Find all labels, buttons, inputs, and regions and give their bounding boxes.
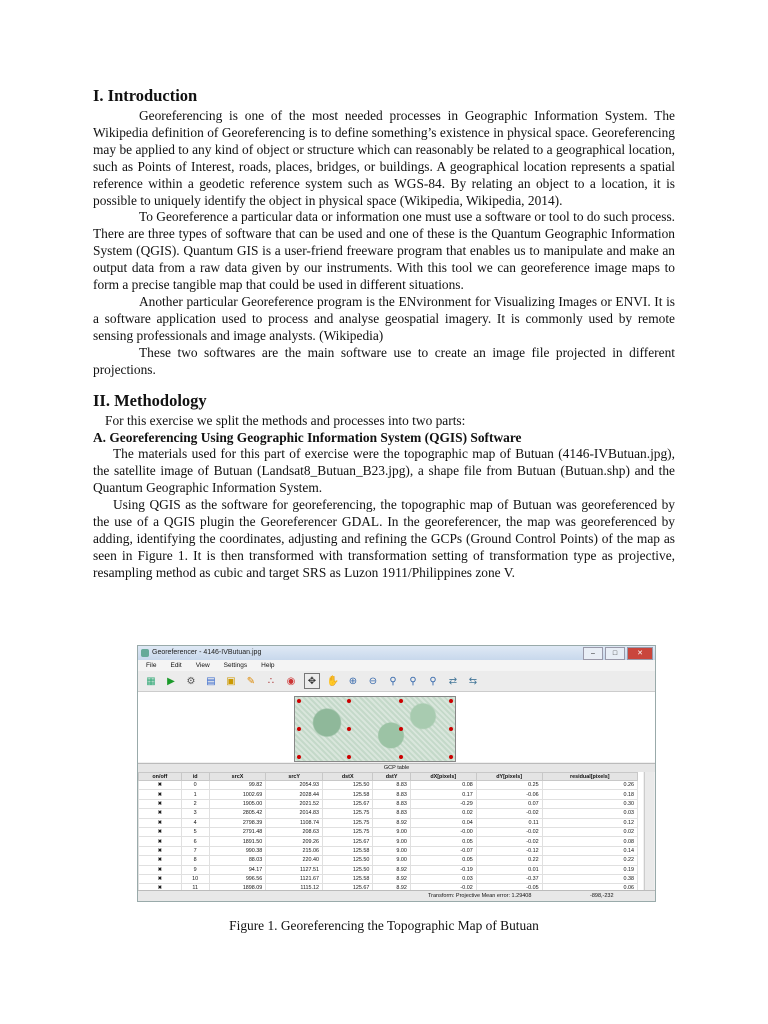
table-cell: 0.18 bbox=[542, 790, 637, 799]
settings-icon[interactable]: ✎ bbox=[246, 675, 256, 687]
table-cell: -0.00 bbox=[410, 827, 476, 836]
table-cell: 0.22 bbox=[476, 856, 542, 865]
table-cell: 996.56 bbox=[209, 874, 266, 883]
delete-point-icon[interactable]: ◉ bbox=[286, 675, 296, 687]
table-cell: -0.12 bbox=[476, 846, 542, 855]
enable-toggle-icon[interactable]: ✖ bbox=[139, 818, 182, 827]
table-row[interactable] bbox=[139, 865, 638, 874]
gcp-marker[interactable] bbox=[297, 727, 301, 731]
col-srcx[interactable]: srcX bbox=[209, 773, 266, 781]
table-cell: 2014.83 bbox=[266, 809, 323, 818]
table-cell: 0.03 bbox=[410, 874, 476, 883]
table-cell: 0.17 bbox=[410, 790, 476, 799]
table-cell: 8.83 bbox=[373, 790, 410, 799]
table-cell: 0.22 bbox=[542, 856, 637, 865]
menu-edit[interactable]: Edit bbox=[170, 662, 182, 669]
table-cell: 0.02 bbox=[410, 809, 476, 818]
gcp-marker[interactable] bbox=[399, 755, 403, 759]
page-body bbox=[93, 86, 675, 582]
table-cell: 99.82 bbox=[209, 781, 266, 790]
figure-screenshot bbox=[137, 645, 656, 902]
gcp-marker[interactable] bbox=[449, 755, 453, 759]
enable-toggle-icon[interactable]: ✖ bbox=[139, 809, 182, 818]
menubar bbox=[138, 660, 655, 671]
table-cell: 0 bbox=[181, 781, 209, 790]
gcp-marker[interactable] bbox=[297, 755, 301, 759]
intro-paragraph-1: Georeferencing is one of the most needed processes in Geographic Information System. The Wikipedia definition of Georeferencing is to define something’s existence in physical space. Georeferencing may be applied to any kind of object or structure which can reasonably be related to a geographical location, such as Points of Interest, roads, places, bridges, or buildings. A geographical location represents a spatial reference within a geodetic reference system such as WGS-84. By relating an object to a location, it is possible to uniquely identify the object in physical space (Wikipedia, Wikipedia, 2014). bbox=[93, 108, 675, 208]
table-cell: 88.03 bbox=[209, 856, 266, 865]
minimize-button[interactable]: – bbox=[583, 647, 603, 660]
status-bar bbox=[138, 890, 655, 901]
col-dy[interactable]: dY[pixels] bbox=[476, 773, 542, 781]
table-cell: 125.67 bbox=[323, 837, 373, 846]
table-cell: 8.83 bbox=[373, 781, 410, 790]
table-cell: 125.58 bbox=[323, 874, 373, 883]
status-transform: Transform: Projective Mean error: 1.29408 bbox=[428, 893, 532, 899]
table-cell: 9 bbox=[181, 865, 209, 874]
table-row[interactable] bbox=[139, 827, 638, 836]
table-cell: -0.02 bbox=[476, 827, 542, 836]
toolbar bbox=[138, 671, 655, 692]
table-cell: 125.75 bbox=[323, 809, 373, 818]
intro-heading: I. Introduction bbox=[93, 86, 198, 105]
table-cell: 3 bbox=[181, 809, 209, 818]
table-cell: 0.38 bbox=[542, 874, 637, 883]
table-cell: 0.02 bbox=[542, 827, 637, 836]
load-gcp-icon[interactable]: ▤ bbox=[206, 675, 216, 687]
menu-file[interactable]: File bbox=[146, 662, 157, 669]
table-row[interactable] bbox=[139, 846, 638, 855]
enable-toggle-icon[interactable]: ✖ bbox=[139, 827, 182, 836]
enable-toggle-icon[interactable]: ✖ bbox=[139, 781, 182, 790]
zoom-out-icon[interactable]: ⊖ bbox=[368, 675, 378, 687]
table-cell: 0.30 bbox=[542, 799, 637, 808]
enable-toggle-icon[interactable]: ✖ bbox=[139, 790, 182, 799]
table-cell: 9.00 bbox=[373, 846, 410, 855]
methodology-subheading: A. Georeferencing Using Geographic Information System (QGIS) Software bbox=[93, 430, 522, 446]
table-cell: 9.00 bbox=[373, 837, 410, 846]
table-cell: -0.02 bbox=[476, 809, 542, 818]
gcp-marker[interactable] bbox=[399, 727, 403, 731]
start-georeferencing-icon[interactable]: ▶ bbox=[167, 675, 175, 687]
maximize-button[interactable]: □ bbox=[605, 647, 625, 660]
methodology-paragraph-3: Using QGIS as the software for georeferencing, the topographic map of Butuan was georeferenced by the use of a QGIS plugin the Georeferencer GDAL. In the georeferencer, the map was georeferenced by adding, identifying the coordinates, adjusting and refining the GCPs (Ground Control Points) of the map as seen in Figure 1. It is then transformed with transformation setting of transformation type as projective, resampling method as cubic and target SRS as Luzon 1911/Philippines zone V. bbox=[93, 497, 675, 580]
gcp-marker[interactable] bbox=[399, 699, 403, 703]
table-cell: 0.05 bbox=[410, 837, 476, 846]
move-gcp-icon[interactable]: ✥ bbox=[304, 673, 320, 689]
table-cell: 125.58 bbox=[323, 846, 373, 855]
table-row[interactable] bbox=[139, 837, 638, 846]
table-cell: 990.38 bbox=[209, 846, 266, 855]
app-icon bbox=[141, 649, 149, 657]
table-cell: 125.50 bbox=[323, 865, 373, 874]
table-cell: 125.75 bbox=[323, 827, 373, 836]
table-cell: 2028.44 bbox=[266, 790, 323, 799]
table-cell: -0.07 bbox=[410, 846, 476, 855]
methodology-heading: II. Methodology bbox=[93, 390, 207, 410]
link-geo-icon[interactable]: ⇄ bbox=[448, 675, 458, 687]
table-cell: 8.92 bbox=[373, 865, 410, 874]
table-cell: 94.17 bbox=[209, 865, 266, 874]
open-raster-icon[interactable]: ▦ bbox=[146, 675, 156, 687]
table-cell: 1905.00 bbox=[209, 799, 266, 808]
generate-gdal-script-icon[interactable]: ⚙ bbox=[186, 675, 196, 687]
table-cell: 125.50 bbox=[323, 856, 373, 865]
methodology-paragraph-2: The materials used for this part of exercise were the topographic map of Butuan (4146-IVButuan.jpg), the satellite image of Butuan (Landsat8_Butuan_B23.jpg), a shape file from Butuan (Butuan.shp) and the Quantum Geographic Information System. bbox=[93, 446, 675, 496]
table-cell: 0.01 bbox=[476, 865, 542, 874]
col-on-off[interactable]: on/off bbox=[139, 773, 182, 781]
pan-icon[interactable]: ✋ bbox=[326, 675, 340, 687]
table-row[interactable] bbox=[139, 790, 638, 799]
table-cell: 10 bbox=[181, 874, 209, 883]
table-cell: 11 bbox=[181, 884, 209, 890]
figure-caption: Figure 1. Georeferencing the Topographic Map of Butuan bbox=[229, 918, 539, 933]
enable-toggle-icon[interactable]: ✖ bbox=[139, 837, 182, 846]
topographic-map-image bbox=[294, 696, 456, 762]
table-cell: 2021.52 bbox=[266, 799, 323, 808]
table-cell: 8 bbox=[181, 856, 209, 865]
intro-paragraph-2: To Georeference a particular data or information one must use a software or tool to do such process. There are three types of software that can be used and one of these is the Quantum Geographic Information System (QGIS). Quantum GIS is a user-friend freeware program that enables us to manipulate and make an output data from a raw data given by our instruments. With this tool we can georeference image maps to form a precise tangible map that could be used in different situations. bbox=[93, 209, 675, 293]
table-cell: 2054.93 bbox=[266, 781, 323, 790]
table-cell: 0.08 bbox=[410, 781, 476, 790]
table-cell: 0.19 bbox=[542, 865, 637, 874]
table-cell: 9.00 bbox=[373, 827, 410, 836]
methodology-paragraph-1: For this exercise we split the methods and processes into two parts: bbox=[105, 412, 466, 428]
table-cell: -0.19 bbox=[410, 865, 476, 874]
table-cell: 2791.48 bbox=[209, 827, 266, 836]
table-cell: 8.83 bbox=[373, 799, 410, 808]
table-cell: 1 bbox=[181, 790, 209, 799]
window-title: Georeferencer - 4146-IVButuan.jpg bbox=[152, 649, 262, 656]
table-cell: 209.26 bbox=[266, 837, 323, 846]
table-cell: 2 bbox=[181, 799, 209, 808]
map-canvas[interactable] bbox=[138, 692, 655, 762]
col-dsty[interactable]: dstY bbox=[373, 773, 410, 781]
table-cell: 125.58 bbox=[323, 790, 373, 799]
zoom-in-icon[interactable]: ⊕ bbox=[348, 675, 358, 687]
table-cell: 125.67 bbox=[323, 799, 373, 808]
table-cell: 1898.09 bbox=[209, 884, 266, 890]
table-cell: 0.06 bbox=[542, 884, 637, 890]
table-cell: 0.11 bbox=[476, 818, 542, 827]
table-cell: 8.92 bbox=[373, 874, 410, 883]
table-cell: 4 bbox=[181, 818, 209, 827]
table-cell: 5 bbox=[181, 827, 209, 836]
col-id[interactable]: id bbox=[181, 773, 209, 781]
table-cell: -0.05 bbox=[476, 884, 542, 890]
link-qgis-icon[interactable]: ⇆ bbox=[468, 675, 478, 687]
table-cell: 0.08 bbox=[542, 837, 637, 846]
table-cell: 1115.12 bbox=[266, 884, 323, 890]
table-cell: 2805.42 bbox=[209, 809, 266, 818]
intro-paragraph-4: These two softwares are the main software use to create an image file projected in different projections. bbox=[93, 344, 675, 377]
table-cell: 0.03 bbox=[542, 809, 637, 818]
table-cell: -0.37 bbox=[476, 874, 542, 883]
table-row[interactable] bbox=[139, 809, 638, 818]
col-dx[interactable]: dX[pixels] bbox=[410, 773, 476, 781]
table-cell: 1002.69 bbox=[209, 790, 266, 799]
table-cell: 125.75 bbox=[323, 818, 373, 827]
menu-view[interactable]: View bbox=[195, 662, 210, 669]
menu-settings[interactable]: Settings bbox=[223, 662, 248, 669]
table-row[interactable] bbox=[139, 818, 638, 827]
table-cell: -0.02 bbox=[476, 837, 542, 846]
table-cell: 1891.50 bbox=[209, 837, 266, 846]
table-cell: 8.92 bbox=[373, 818, 410, 827]
zoom-next-icon[interactable]: ⚲ bbox=[429, 675, 437, 687]
table-cell: 1121.67 bbox=[266, 874, 323, 883]
zoom-layer-icon[interactable]: ⚲ bbox=[389, 675, 397, 687]
status-coordinates: -898,-232 bbox=[590, 893, 614, 899]
gcp-marker[interactable] bbox=[297, 699, 301, 703]
table-cell: 220.40 bbox=[266, 856, 323, 865]
table-cell: 1127.51 bbox=[266, 865, 323, 874]
gcp-table bbox=[138, 772, 643, 890]
table-row[interactable] bbox=[139, 856, 638, 865]
table-row[interactable] bbox=[139, 874, 638, 883]
table-cell: 208.63 bbox=[266, 827, 323, 836]
table-cell: -0.02 bbox=[410, 884, 476, 890]
table-cell: 8.92 bbox=[373, 884, 410, 890]
table-cell: 0.12 bbox=[542, 818, 637, 827]
table-cell: 125.50 bbox=[323, 781, 373, 790]
table-cell: 9.00 bbox=[373, 856, 410, 865]
col-srcy[interactable]: srcY bbox=[266, 773, 323, 781]
table-cell: -0.06 bbox=[476, 790, 542, 799]
table-cell: 215.06 bbox=[266, 846, 323, 855]
table-cell: 0.04 bbox=[410, 818, 476, 827]
close-button[interactable]: ✕ bbox=[627, 647, 653, 660]
gcp-marker[interactable] bbox=[347, 699, 351, 703]
table-cell: -0.29 bbox=[410, 799, 476, 808]
enable-toggle-icon[interactable]: ✖ bbox=[139, 865, 182, 874]
add-point-icon[interactable]: ∴ bbox=[267, 675, 275, 687]
table-cell: 0.25 bbox=[476, 781, 542, 790]
table-row[interactable] bbox=[139, 799, 638, 808]
enable-toggle-icon[interactable]: ✖ bbox=[139, 856, 182, 865]
table-cell: 1108.74 bbox=[266, 818, 323, 827]
enable-toggle-icon[interactable]: ✖ bbox=[139, 874, 182, 883]
col-residual[interactable]: residual[pixels] bbox=[542, 773, 637, 781]
gcp-marker[interactable] bbox=[449, 699, 453, 703]
table-row[interactable] bbox=[139, 781, 638, 790]
table-cell: 2798.39 bbox=[209, 818, 266, 827]
table-cell: 125.67 bbox=[323, 884, 373, 890]
window-titlebar bbox=[138, 646, 655, 660]
enable-toggle-icon[interactable]: ✖ bbox=[139, 846, 182, 855]
menu-help[interactable]: Help bbox=[261, 662, 275, 669]
col-dstx[interactable]: dstX bbox=[323, 773, 373, 781]
gcp-marker[interactable] bbox=[347, 727, 351, 731]
table-cell: 6 bbox=[181, 837, 209, 846]
enable-toggle-icon[interactable]: ✖ bbox=[139, 884, 182, 890]
gcp-marker[interactable] bbox=[347, 755, 351, 759]
table-scrollbar[interactable] bbox=[644, 772, 654, 890]
gcp-table-header bbox=[139, 773, 638, 781]
gcp-marker[interactable] bbox=[449, 727, 453, 731]
gcp-table-title: GCP table bbox=[138, 763, 655, 772]
zoom-last-icon[interactable]: ⚲ bbox=[409, 675, 417, 687]
enable-toggle-icon[interactable]: ✖ bbox=[139, 799, 182, 808]
intro-paragraph-3: Another particular Georeference program is the ENvironment for Visualizing Images or ENVI. It is a software application used to process and analyse geospatial imagery. It is commonly used by remote sensing professionals and image analysts. (Wikipedia) bbox=[93, 293, 675, 343]
table-cell: 0.05 bbox=[410, 856, 476, 865]
table-cell: 0.07 bbox=[476, 799, 542, 808]
table-cell: 0.14 bbox=[542, 846, 637, 855]
table-cell: 0.26 bbox=[542, 781, 637, 790]
table-cell: 8.83 bbox=[373, 809, 410, 818]
save-gcp-icon[interactable]: ▣ bbox=[226, 675, 236, 687]
table-cell: 7 bbox=[181, 846, 209, 855]
